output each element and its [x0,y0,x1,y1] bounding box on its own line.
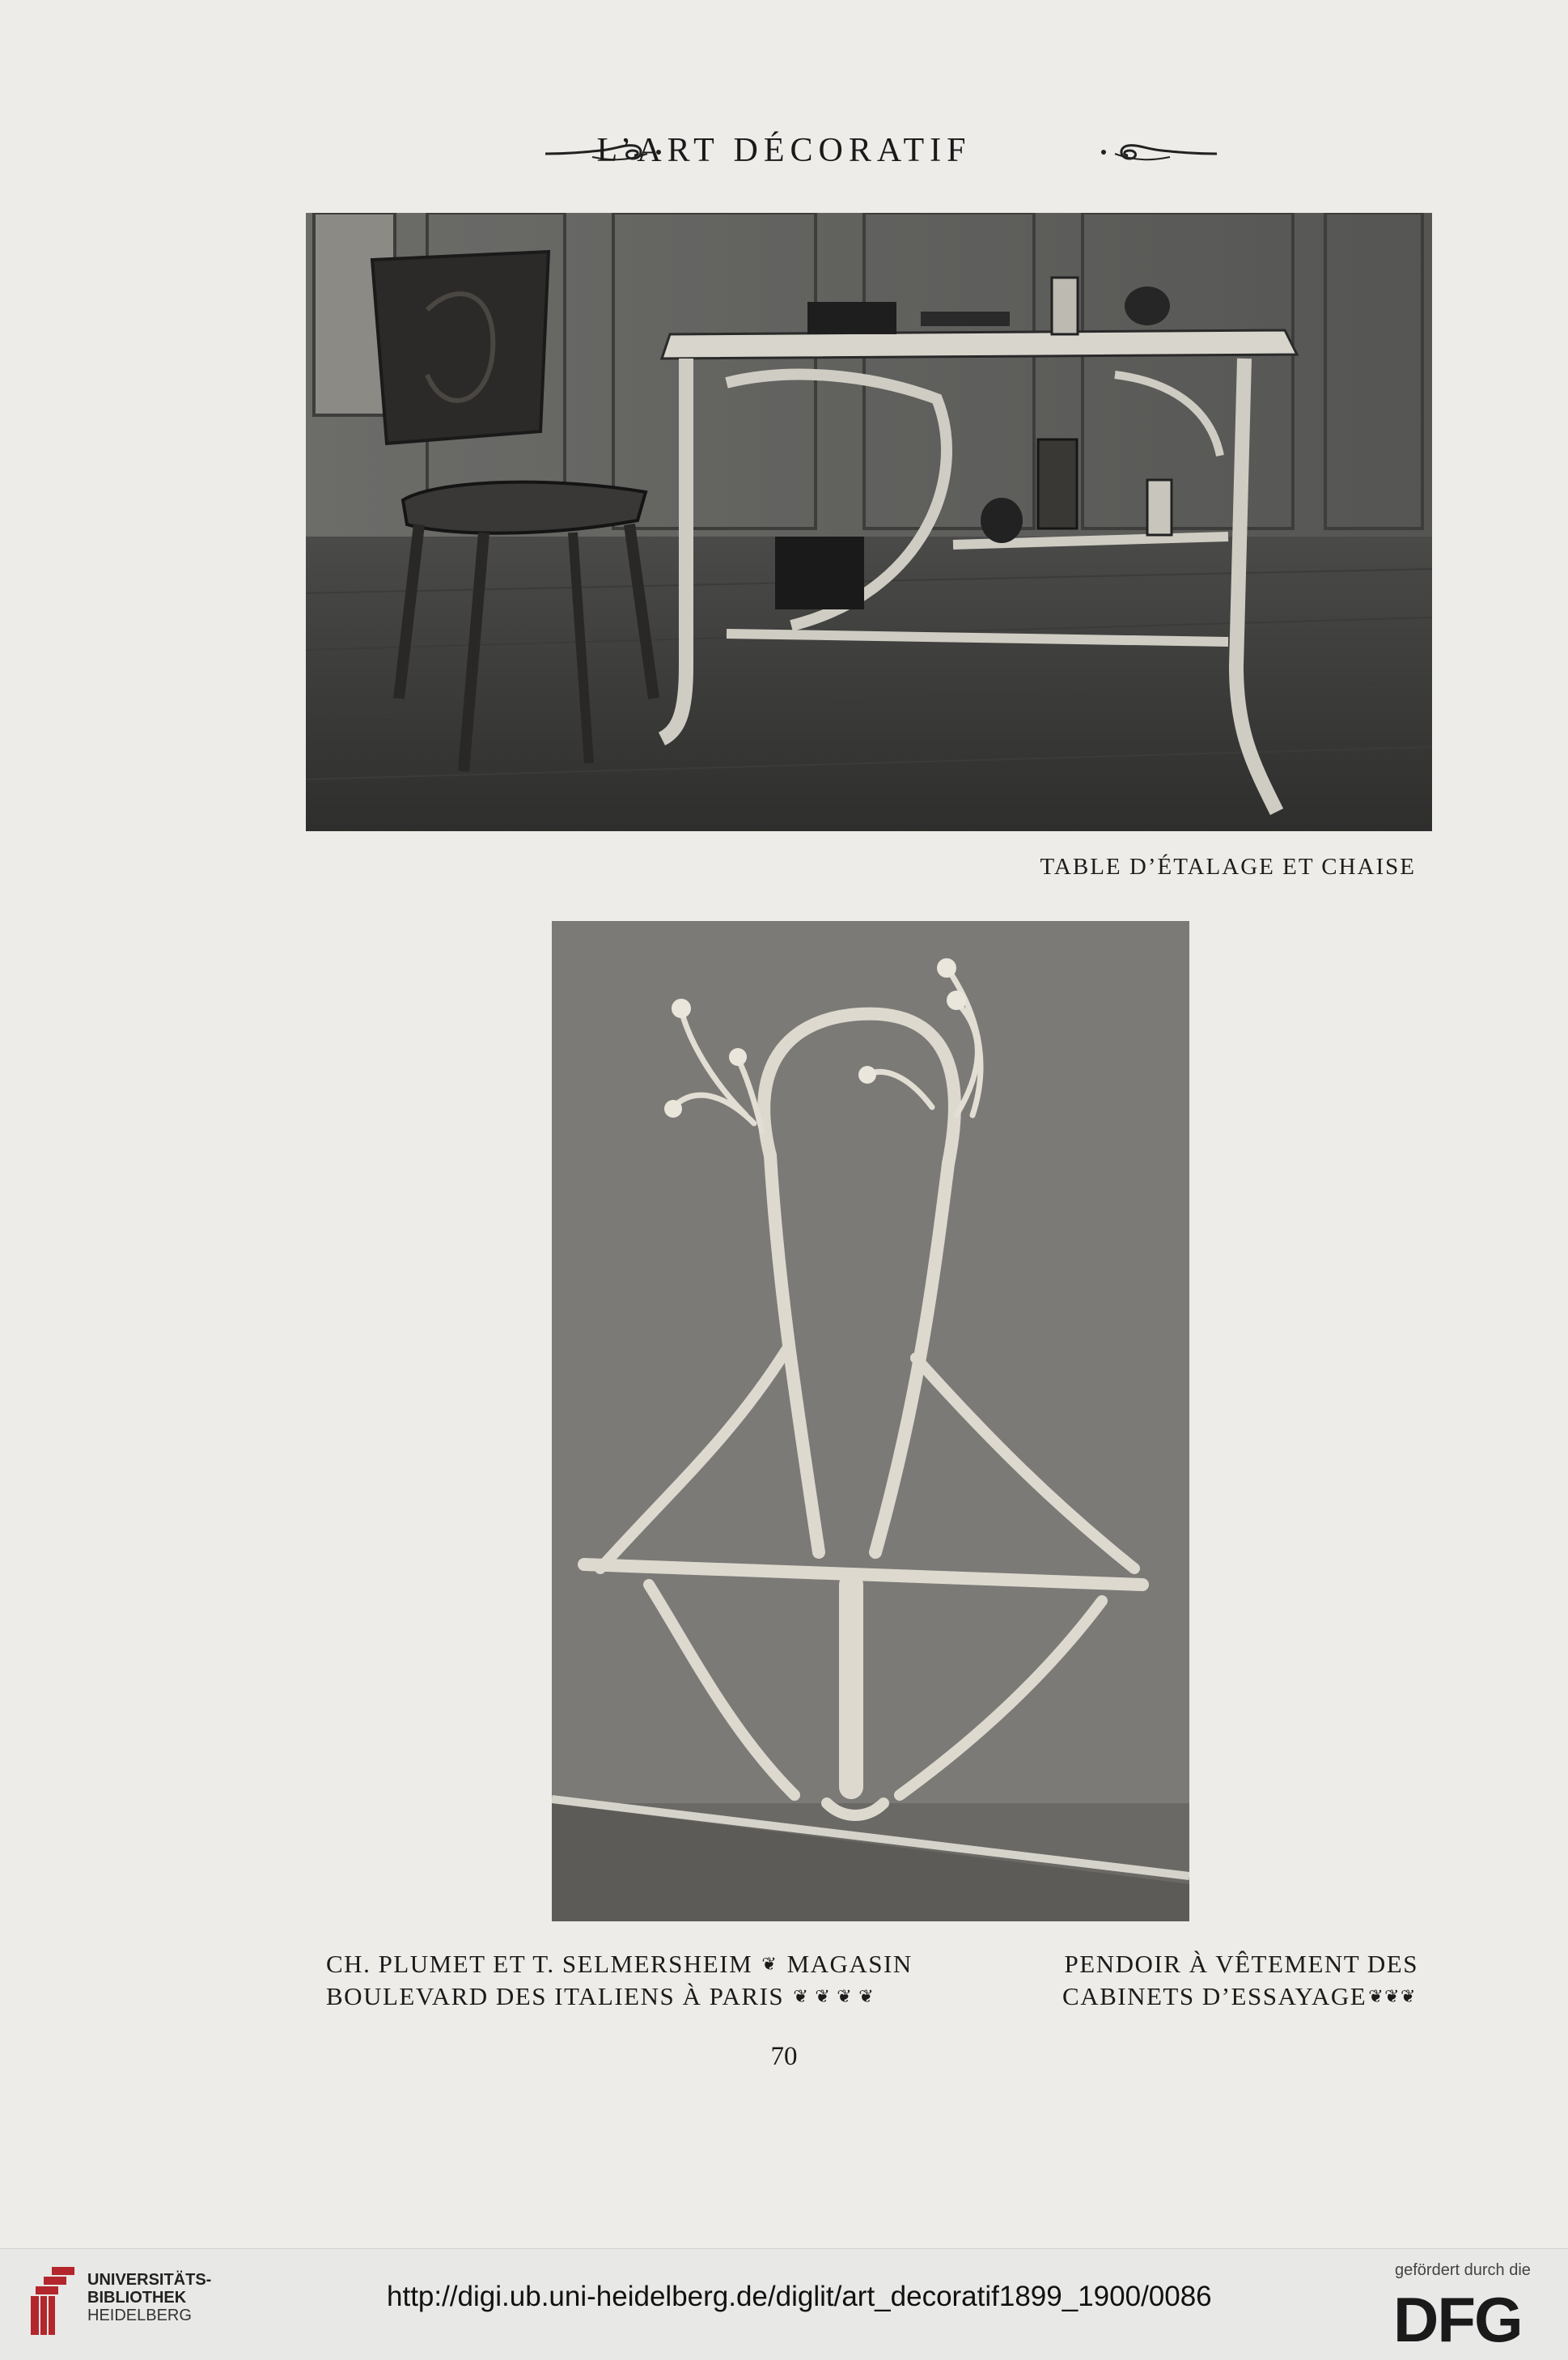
page-number: 70 [770,2042,798,2071]
dfg-logo: DFG [1393,2284,1522,2355]
leaf-ornament-icon: ❦ ❦ ❦ ❦ [793,1986,875,2006]
leaf-ornament-icon: ❦ [761,1954,778,1974]
right-caption-line-1: PENDOIR À VÊTEMENT DES [1064,1950,1418,1978]
table-chair-image [306,213,1432,831]
funding-label: gefördert durch die [1395,2261,1531,2279]
library-name: UNIVERSITÄTS- BIBLIOTHEK HEIDELBERG [87,2271,212,2324]
coat-stand-image [552,921,1189,1921]
left-caption-line-2: BOULEVARD DES ITALIENS À PARIS ❦ ❦ ❦ ❦ [326,1980,913,2013]
left-caption-line-1: CH. PLUMET ET T. SELMERSHEIM ❦ MAGASIN [326,1948,913,1980]
photo-table-and-chair [306,213,1432,831]
left-caption [326,1948,913,2013]
leaf-ornament-icon: ❦❦❦ [1368,1986,1417,2006]
top-figure-caption: TABLE D’ÉTALAGE ET CHAISE [1040,854,1416,880]
library-logo-icon [28,2264,78,2338]
running-header [0,129,1568,178]
page-title: L’ART DÉCORATIF [596,132,972,169]
right-ornament-icon [1097,136,1218,168]
right-caption-line-2: CABINETS D’ESSAYAGE❦❦❦ [1038,1980,1418,2013]
right-caption [1038,1948,1418,2013]
permalink-url[interactable]: http://digi.ub.uni-heidelberg.de/diglit/art_decoratif1899_1900/0086 [387,2281,1212,2312]
photo-coat-stand [552,921,1189,1921]
